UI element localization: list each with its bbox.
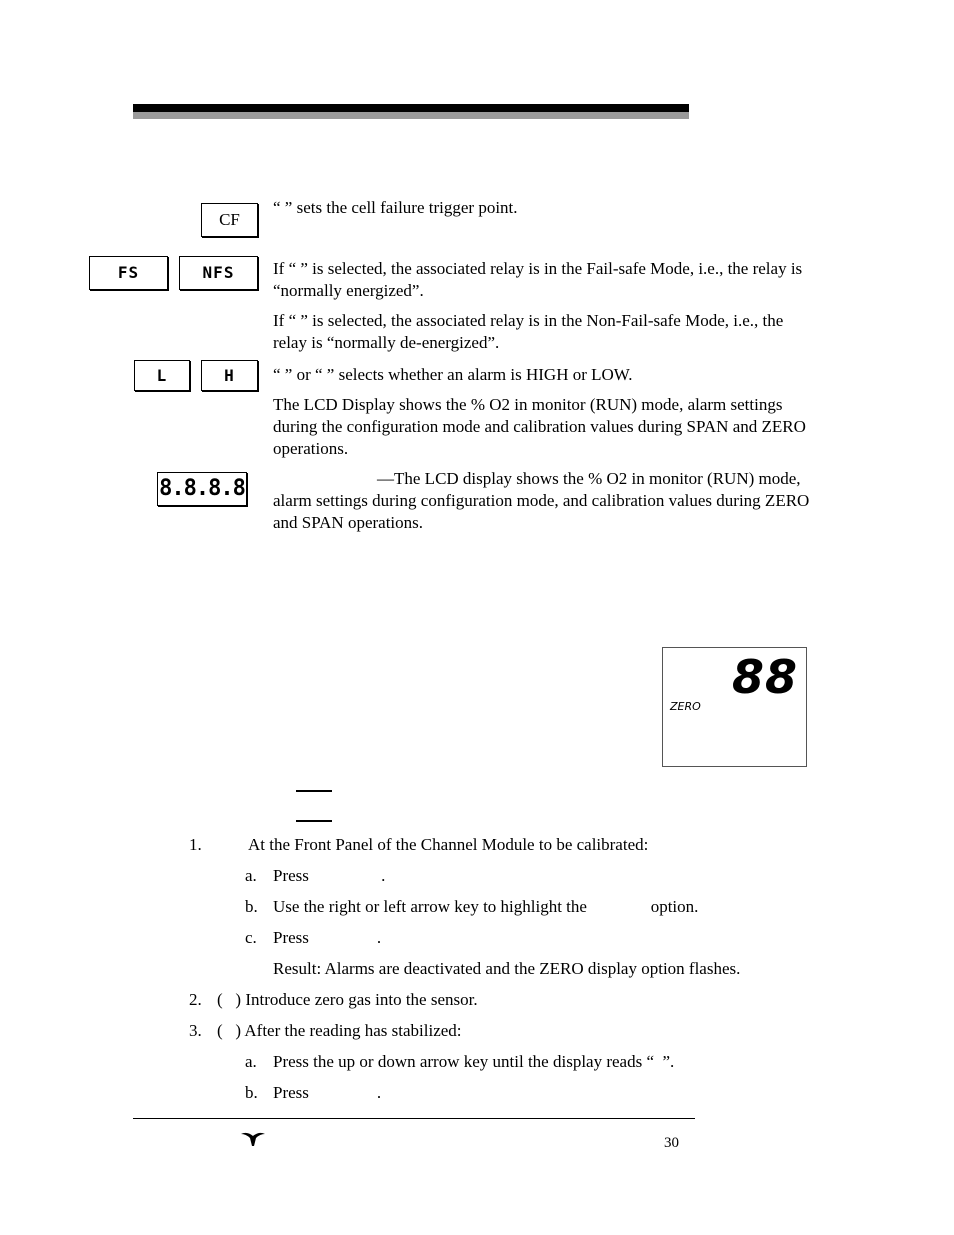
lcd-digits: 88 — [731, 650, 798, 704]
teledyne-logo-icon — [240, 1131, 266, 1147]
lcd-description-2: —The LCD display shows the % O2 in monitor (RUN) mode, alarm settings during configuration mode, and calibration values during ZERO and SPAN operations. — [273, 469, 810, 532]
step-3-text: ( ) After the reading has stabilized: — [217, 1021, 462, 1040]
h-key: H — [201, 360, 258, 391]
lcd-zero-indicator: ZERO — [670, 700, 701, 713]
blank-underline — [296, 820, 332, 822]
step-1-number: 1. — [189, 835, 202, 854]
page-number: 30 — [664, 1135, 679, 1151]
cf-key: CF — [201, 203, 258, 237]
step-3b-text: Press . — [273, 1083, 382, 1102]
step-1-result: Result: Alarms are deactivated and the ZERO display option flashes. — [273, 959, 741, 978]
fs-key: FS — [89, 256, 168, 290]
step-1b-text: Use the right or left arrow key to highlight the option. — [273, 897, 699, 916]
lcd-description-1: The LCD Display shows the % O2 in monitor (RUN) mode, alarm settings during the configuration mode and calibration values during SPAN and ZERO operations. — [273, 395, 806, 458]
step-3-number: 3. — [189, 1021, 202, 1040]
step-2-number: 2. — [189, 990, 202, 1009]
step-3b-letter: b. — [245, 1083, 258, 1102]
nfs-key: NFS — [179, 256, 258, 290]
nfs-description: If “ ” is selected, the associated relay is in the Non-Fail-safe Mode, i.e., the relay is “normally de-energized”. — [273, 311, 784, 352]
step-1a-letter: a. — [245, 866, 257, 885]
step-1c-letter: c. — [245, 928, 257, 947]
header-rule-grey — [133, 112, 689, 119]
step-3a-text: Press the up or down arrow key until the display reads “ ”. — [273, 1052, 675, 1071]
footer-rule — [133, 1118, 695, 1119]
blank-underline — [296, 790, 332, 792]
fs-description: If “ ” is selected, the associated relay is in the Fail-safe Mode, i.e., the relay is “normally energized”. — [273, 259, 803, 300]
lcd-display-small: 8.8.8.8 — [157, 472, 247, 506]
step-1-text: At the Front Panel of the Channel Module to be calibrated: — [248, 835, 649, 854]
step-1b-letter: b. — [245, 897, 258, 916]
step-3a-letter: a. — [245, 1052, 257, 1071]
step-1a-text: Press . — [273, 866, 386, 885]
header-rule-black — [133, 104, 689, 112]
cf-description: “ ” sets the cell failure trigger point. — [273, 198, 518, 217]
step-2-text: ( ) Introduce zero gas into the sensor. — [217, 990, 478, 1009]
lcd-zero-display — [662, 647, 807, 767]
lh-description: “ ” or “ ” selects whether an alarm is HIGH or LOW. — [273, 365, 633, 384]
step-1c-text: Press . — [273, 928, 382, 947]
l-key: L — [134, 360, 190, 391]
